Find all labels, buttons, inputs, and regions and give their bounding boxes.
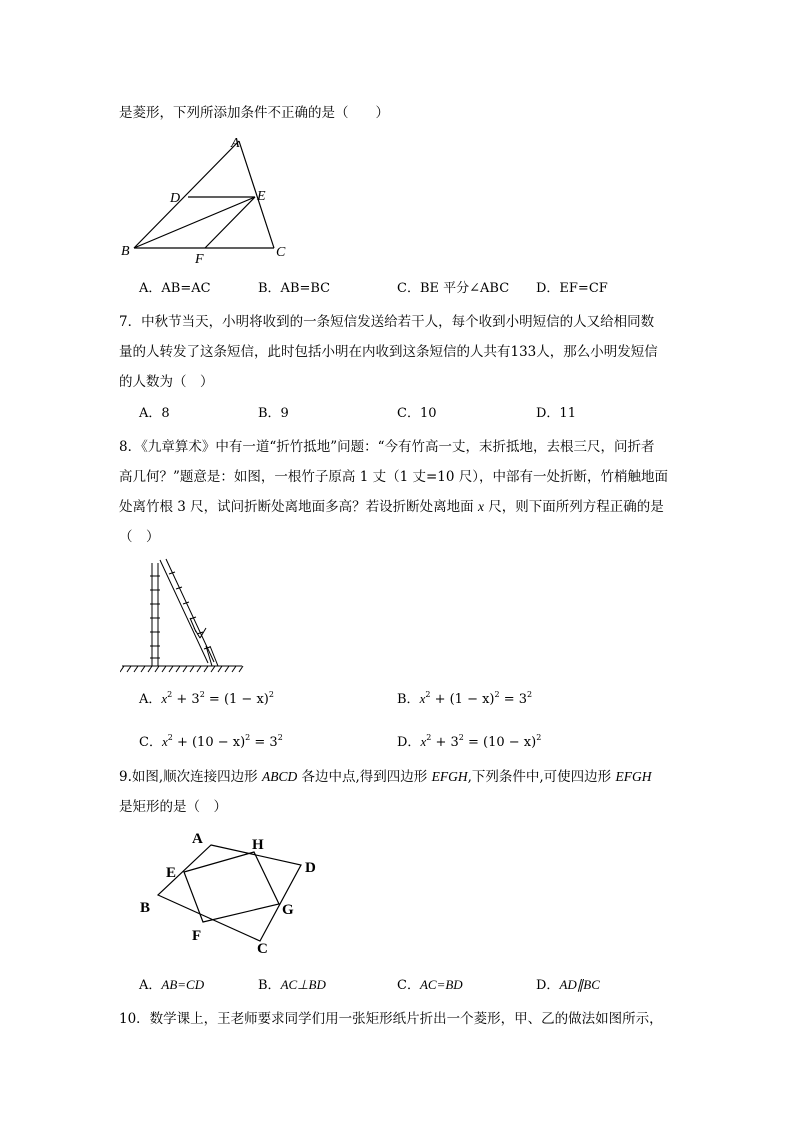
label-d: D [305, 860, 316, 876]
label-b: B [140, 900, 151, 916]
q8-line-4: （ ） [119, 529, 160, 545]
q6-option-c: C．BE 平分∠ABC [397, 281, 510, 296]
q6-option-d: D．EF=CF [536, 281, 608, 296]
quadrilateral-efgh [184, 852, 279, 922]
bamboo-broken-part [160, 559, 218, 666]
q10-line-1: 10．数学课上，王老师要求同学们用一张矩形纸片折出一个菱形，甲、乙的做法如图所示， [119, 1011, 663, 1027]
q6-option-a: A．AB=AC [139, 281, 211, 296]
q7-line-1: 7．中秋节当天，小明将收到的一条短信发送给若干人，每个收到小明短信的人又给相同数 [119, 314, 655, 330]
q9-quadrilateral-figure [136, 826, 326, 958]
q6-stem-tail: 是菱形，下列所添加条件不正确的是（ ） [119, 105, 389, 121]
q8-option-a: A．$x^2 + 3^2 = (1 - x)^2$ [139, 690, 274, 707]
segment-ab [134, 141, 239, 248]
q9-line-1: 9.如图,顺次连接四边形 ABCD 各边中点,得到四边形 EFGH,下列条件中,可使四边形 EFGH [119, 769, 652, 785]
q6-triangle-figure [118, 134, 298, 266]
q8-line-1: 8．《九章算术》中有一道“折竹抵地”问题：“今有竹高一丈，末折抵地，去根三尺，问折者 [119, 439, 655, 455]
label-g: G [282, 902, 294, 918]
label-e: E [166, 865, 177, 881]
variable-x: x [477, 499, 484, 514]
label-a: A [192, 831, 203, 847]
label-h: H [252, 837, 264, 853]
bamboo-upright [150, 563, 160, 666]
q7-line-2: 量的人转发了这条短信，此时包括小明在内收到这条短信的人共有133人，那么小明发短信 [119, 344, 658, 360]
q9-line-2: 是矩形的是（ ） [119, 799, 227, 815]
label-c: C [276, 245, 286, 260]
q7-option-b: B．9 [258, 406, 289, 421]
q7-line-3: 的人数为（ ） [119, 374, 214, 390]
q9-option-b: B．AC⊥BD [258, 977, 326, 993]
segment-be [134, 197, 255, 248]
q8-option-c: C．$x^2 + (10 - x)^2 = 3^2$ [139, 733, 283, 750]
q9-option-c: C．AC=BD [397, 977, 463, 993]
label-f: F [192, 928, 202, 944]
q8-bamboo-figure [120, 558, 250, 676]
q6-option-b: B．AB=BC [258, 281, 331, 296]
label-a: A [231, 136, 240, 151]
q8-option-b: B．$x^2 + (1 - x)^2 = 3^2$ [397, 690, 533, 707]
label-c: C [257, 941, 268, 957]
q9-option-a: A．AB=CD [139, 977, 205, 993]
q7-option-a: A．8 [139, 406, 170, 421]
q8-line-3: 处离竹根 3 尺，试问折断处离地面多高？若设折断处离地面 x 尺，则下面所列方程正确的是 [119, 499, 664, 515]
q8-line-2: 高几何？”题意是：如图，一根竹子原高 1 丈（1 丈=10 尺），中部有一处折断，竹梢触地面 [119, 469, 668, 485]
label-f: F [195, 252, 204, 266]
segment-fe [205, 197, 255, 248]
label-d: D [170, 191, 181, 206]
ground-hatching [120, 666, 243, 672]
q7-option-c: C．10 [397, 406, 437, 421]
q7-option-d: D．11 [536, 406, 576, 421]
label-b: B [121, 244, 130, 259]
q9-option-d: D．AD∥BC [536, 977, 600, 993]
q8-option-d: D．$x^2 + 3^2 = (10 - x)^2$ [397, 733, 542, 750]
label-e: E [257, 189, 266, 204]
